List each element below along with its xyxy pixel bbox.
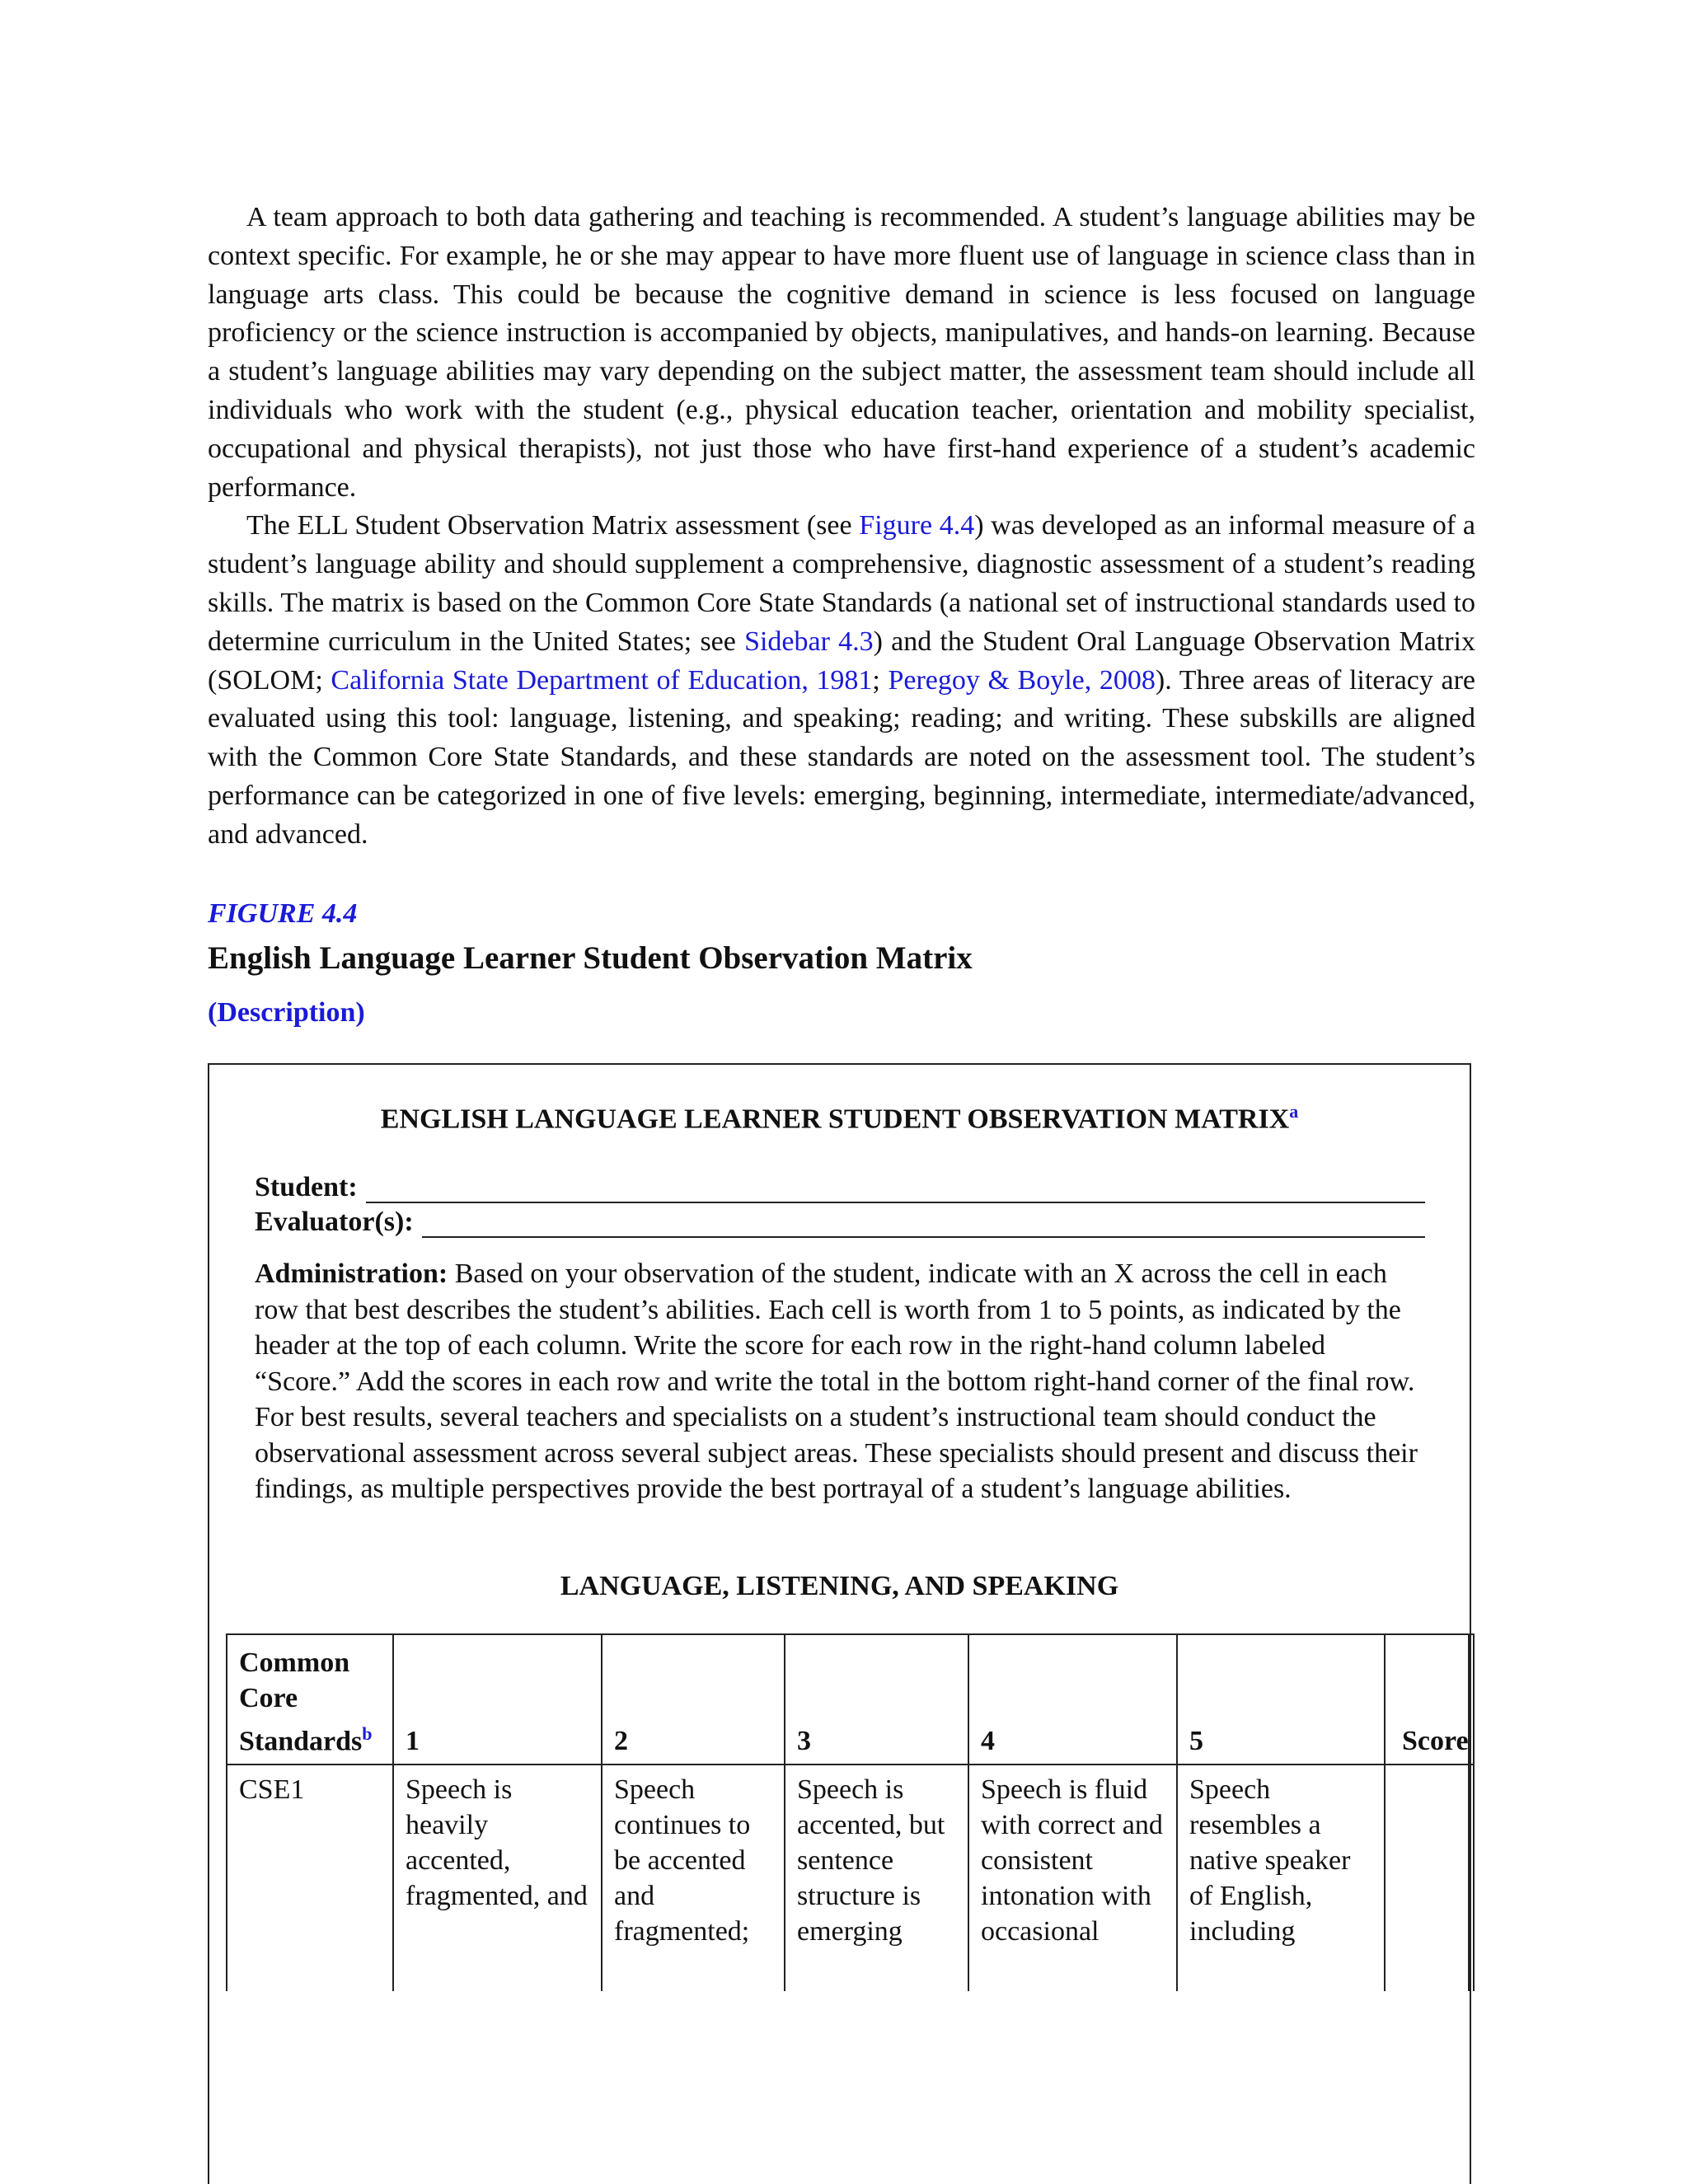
paragraph-text: ) and the Student Oral Language Observation Matrix (SOLOM; (208, 626, 1476, 696)
matrix-title (209, 1101, 1470, 1135)
header-level-1: 1 (393, 1634, 602, 1765)
student-blank-line (366, 1177, 1425, 1203)
paragraph-1 (208, 199, 1475, 507)
cell-standard: CSE1 (227, 1765, 393, 1991)
figure-title: English Language Learner Student Observation Matrix (208, 940, 973, 976)
standards-footnote-link[interactable]: b (362, 1722, 373, 1744)
table-edge-cell (1469, 1765, 1474, 1991)
paragraph-2 (208, 507, 1475, 854)
paragraph-text: A team approach to both data gathering and teaching is recommended. A student’s language abilities may be context specific. For example, he or she may appear to have more fluent use of language in science class than in language arts class. This could be because the cognitive demand in science is less focused on language proficiency or the science instruction is accompanied by objects, manipulatives, and hands-on learning. Because a student’s language abilities may vary depending on the subject matter, the assessment team should include all individuals who work with the student (e.g., physical education teacher, orientation and mobility specialist, occupational and physical therapists), not just those who have first-hand experience of a student’s academic performance. (208, 202, 1475, 503)
evaluator-blank-line (422, 1212, 1425, 1238)
figure-label: FIGURE 4.4 (208, 898, 358, 929)
header-level-5: 5 (1177, 1634, 1385, 1765)
paragraph-text: ; (872, 664, 889, 696)
header-standards-text: Common Core Standards (239, 1647, 363, 1756)
body-text (208, 199, 1475, 855)
cell-level-4[interactable]: Speech is fluid with correct and consistent intonation with occasional (968, 1765, 1177, 1991)
inline-reference-link[interactable]: Sidebar 4.3 (744, 626, 874, 657)
cell-level-3[interactable]: Speech is accented, but sentence structure is emerging (785, 1765, 968, 1991)
paragraph-text: The ELL Student Observation Matrix assessment (see (246, 510, 860, 541)
cell-level-5[interactable]: Speech resembles a native speaker of English, including (1177, 1765, 1385, 1991)
evaluator-field (255, 1207, 1425, 1238)
evaluator-label: Evaluator(s): (255, 1207, 414, 1237)
header-common-core-standards (227, 1634, 393, 1765)
cell-level-2[interactable]: Speech continues to be accented and fragmented; (602, 1765, 785, 1991)
table-edge (1469, 1634, 1474, 1765)
header-level-3: 3 (785, 1634, 968, 1765)
cell-score[interactable] (1385, 1765, 1469, 1991)
matrix-title-footnote-link[interactable]: a (1289, 1101, 1299, 1122)
administration-label: Administration: (255, 1258, 448, 1289)
administration-instructions (255, 1256, 1425, 1507)
table-header-row (227, 1634, 1474, 1765)
matrix-title-text: ENGLISH LANGUAGE LEARNER STUDENT OBSERVATION MATRIX (380, 1104, 1290, 1135)
observation-table (226, 1633, 1475, 1991)
observation-matrix-frame (208, 1063, 1471, 2184)
header-level-4: 4 (968, 1634, 1177, 1765)
inline-reference-link[interactable]: Peregoy & Boyle, 2008 (888, 664, 1156, 696)
section-heading: LANGUAGE, LISTENING, AND SPEAKING (560, 1571, 1119, 1601)
inline-reference-link[interactable]: California State Department of Education, 1981 (331, 664, 873, 696)
inline-reference-link[interactable]: Figure 4.4 (859, 510, 975, 541)
header-score: Score (1385, 1634, 1469, 1765)
header-level-2: 2 (602, 1634, 785, 1765)
student-label: Student: (255, 1172, 358, 1202)
table-row (227, 1765, 1474, 1991)
student-field (255, 1172, 1425, 1203)
administration-text: Based on your observation of the student, indicate with an X across the cell in each row that best describes the student’s abilities. Each cell is worth from 1 to 5 points, as indicated by the header at the top of each column. Write the score for each row in the right-hand column labeled “Score.” Add the scores in each row and write the total in the bottom right-hand corner of the final row. For best results, several teachers and specialists on a student’s instructional team should conduct the observational assessment across several subject areas. These specialists should present and discuss their findings, as multiple perspectives provide the best portrayal of a student’s language abilities. (255, 1258, 1418, 1504)
paragraph-text: ) was developed as an informal measure of a student’s language ability and should supplement a comprehensive, diagnostic assessment of a student’s reading skills. The matrix is based on the Common Core State Standards (a national set of instructional standards used to determine curriculum in the United States; see (208, 510, 1475, 657)
figure-description-link[interactable]: (Description) (208, 997, 365, 1028)
paragraph-text: ). Three areas of literacy are evaluated using this tool: language, listening, and speaking; reading; and writing. These subskills are aligned with the Common Core State Standards, and these standards are noted on the assessment tool. The student’s performance can be categorized in one of five levels: emerging, beginning, intermediate, intermediate/advanced, and advanced. (208, 664, 1475, 850)
cell-level-1[interactable]: Speech is heavily accented, fragmented, and (393, 1765, 602, 1991)
